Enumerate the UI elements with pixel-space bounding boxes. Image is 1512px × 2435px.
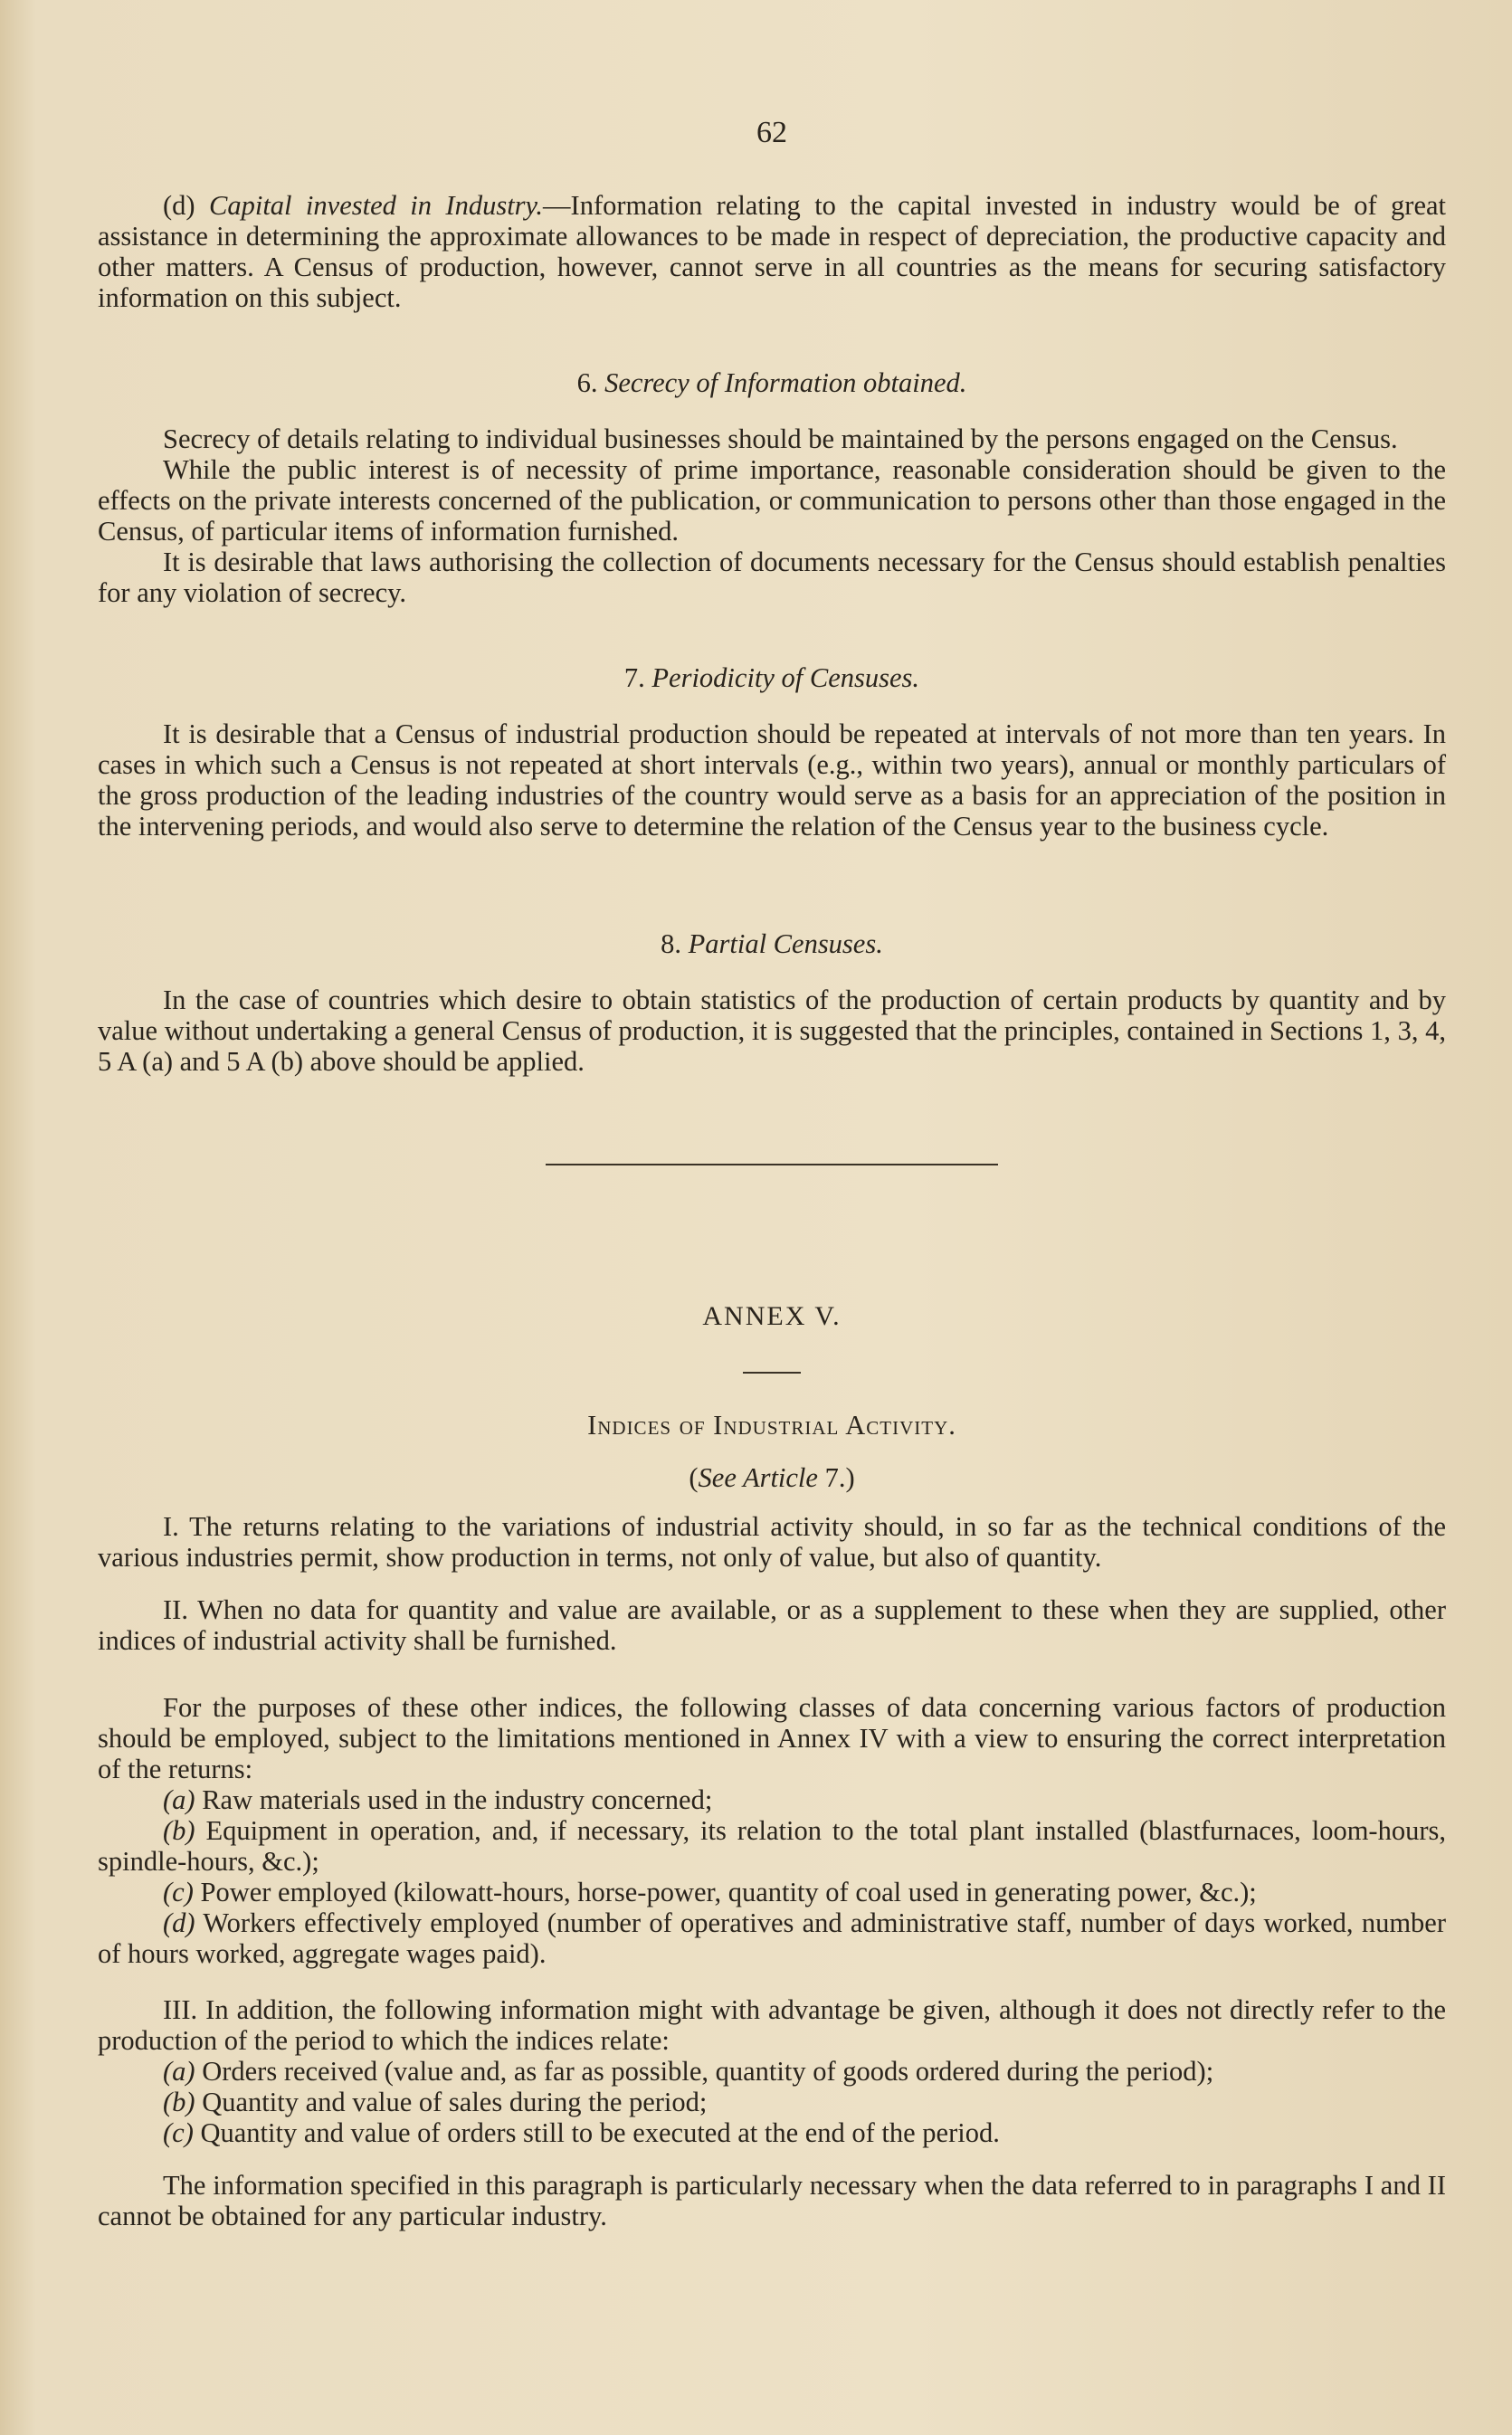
section-6-number: 6.: [576, 367, 598, 398]
list-item-text: Equipment in operation, and, if necessary, its relation to the total plant installed (blastfurnaces, loom-hours, spindle-hours, &c.);: [98, 1815, 1446, 1877]
section-8: [98, 928, 1446, 1077]
annex-subtitle: Indices of Industrial Activity.: [587, 1410, 956, 1441]
list-item: [98, 1815, 1446, 1877]
annex-list-III: [98, 2056, 1446, 2148]
list-item-label: (d): [163, 1907, 195, 1938]
list-item-label: (c): [163, 1877, 194, 1907]
list-item: [98, 1784, 1446, 1815]
page-number: 62: [756, 116, 787, 149]
section-8-paragraph: In the case of countries which desire to obtain statistics of the production of certain products by quantity and by value without undertaking a general Census of production, it is suggested that the principles, contained in Sections 1, 3, 4, 5 A (a) and 5 A (b) above should be applied.: [98, 984, 1446, 1077]
annex-title: ANNEX V.: [702, 1301, 842, 1331]
section-8-heading: [98, 928, 1446, 959]
section-7-heading: [98, 662, 1446, 693]
annex-divider: [743, 1372, 801, 1374]
section-7: [98, 662, 1446, 842]
annex-paragraph-final: The information specified in this paragraph is particularly necessary when the data referred to in paragraphs I and II cannot be obtained for any particular industry.: [98, 2170, 1446, 2231]
list-item: [98, 2087, 1446, 2117]
section-d-label: (d): [163, 190, 195, 221]
page-content: [98, 109, 1446, 2231]
section-6-title: Secrecy of Information obtained.: [604, 367, 967, 398]
section-d-heading: Capital invested in Industry.: [209, 190, 544, 221]
list-item-text: Orders received (value and, as far as possible, quantity of goods ordered during the period);: [195, 2056, 1214, 2087]
section-7-number: 7.: [623, 662, 645, 693]
section-d: [98, 190, 1446, 313]
annex-paragraph-I: I. The returns relating to the variations of industrial activity should, in so far as the technical conditions of the various industries permit, show production in terms, not only of value, but also of quantity.: [98, 1511, 1446, 1573]
annex-list-II: [98, 1784, 1446, 1969]
annex-paragraph-purposes: For the purposes of these other indices, the following classes of data concerning various factors of production should be employed, subject to the limitations mentioned in Annex IV with a view to ensuring the correct interpretation of the returns:: [98, 1692, 1446, 1784]
section-6-paragraph: While the public interest is of necessity of prime importance, reasonable consideration should be given to the effects on the private interests concerned of the publication, or communication to persons other than those engaged in the Census, of particular items of information furnished.: [98, 454, 1446, 547]
annex-reference-open: (: [689, 1462, 699, 1493]
section-6-paragraph: Secrecy of details relating to individual businesses should be maintained by the persons engaged on the Census.: [163, 423, 1398, 454]
annex-reference: [98, 1462, 1446, 1493]
annex-reference-close: 7.): [817, 1462, 855, 1493]
list-item-label: (b): [163, 1815, 195, 1846]
list-item-label: (b): [163, 2087, 195, 2117]
annex-paragraph-II: II. When no data for quantity and value are available, or as a supplement to these when they are supplied, other indices of industrial activity shall be furnished.: [98, 1594, 1446, 1656]
section-d-paragraph: [98, 190, 1446, 313]
section-8-title: Partial Censuses.: [688, 928, 883, 959]
section-8-number: 8.: [661, 928, 682, 959]
list-item-text: Workers effectively employed (number of operatives and administrative staff, number of days worked, number of hours worked, aggregate wages paid).: [98, 1907, 1446, 1969]
list-item-text: Raw materials used in the industry concerned;: [195, 1784, 713, 1815]
section-6-heading: [98, 367, 1446, 398]
list-item-label: (a): [163, 2056, 195, 2087]
section-7-paragraph: It is desirable that a Census of industrial production should be repeated at intervals of not more than ten years. In cases in which such a Census is not repeated at short intervals (e.g., within two years), annual or monthly particulars of the gross production of the leading industries of the country would serve as a basis for an appreciation of the position in the intervening periods, and would also serve to determine the relation of the Census year to the business cycle.: [98, 718, 1446, 842]
annex-reference-italic: See Article: [698, 1462, 818, 1493]
section-7-title: Periodicity of Censuses.: [651, 662, 920, 693]
section-divider: [546, 1164, 998, 1165]
section-6-paragraph: It is desirable that laws authorising the collection of documents necessary for the Census should establish penalties for any violation of secrecy.: [98, 547, 1446, 608]
list-item-text: Quantity and value of sales during the period;: [195, 2087, 708, 2117]
section-d-text: —Information relating to the capital invested in industry would be of great assistance in determining the approximate allowances to be made in respect of depreciation, the productive capacity and other matters. A Census of production, however, cannot serve in all countries as the means for securing satisfactory information on this subject.: [98, 190, 1446, 313]
section-6: [98, 367, 1446, 608]
list-item: [98, 2056, 1446, 2087]
list-item-text: Quantity and value of orders still to be executed at the end of the period.: [193, 2117, 1000, 2148]
list-item: [98, 1877, 1446, 1907]
list-item-text: Power employed (kilowatt-hours, horse-power, quantity of coal used in generating power, &c.);: [193, 1877, 1257, 1907]
list-item-label: (c): [163, 2117, 194, 2148]
list-item: [98, 1907, 1446, 1969]
list-item: [98, 2117, 1446, 2148]
annex-paragraph-III: III. In addition, the following information might with advantage be given, although it does not directly refer to the production of the period to which the indices relate:: [98, 1994, 1446, 2056]
list-item-label: (a): [163, 1784, 195, 1815]
